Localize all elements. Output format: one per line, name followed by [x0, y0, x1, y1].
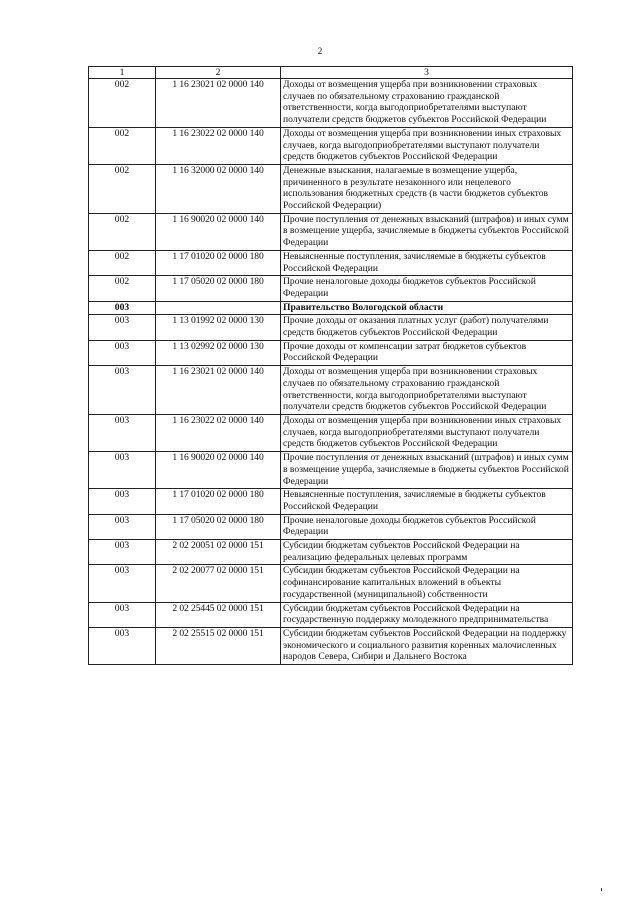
revenue-code-cell: 2 02 25515 02 0000 151 [156, 627, 281, 664]
admin-code-cell: 002 [89, 127, 156, 164]
revenue-code-cell: 1 17 05020 02 0000 180 [156, 276, 281, 301]
admin-code-cell: 002 [89, 213, 156, 250]
scan-mark [601, 888, 602, 891]
description-cell: Субсидии бюджетам субъектов Российской Федерации на софинансирование капитальных вложений в объекты государственной (муниципальной) собственности [281, 565, 573, 602]
table-header-row [89, 67, 573, 79]
admin-code-cell: 003 [89, 602, 156, 627]
revenue-code-cell: 1 16 23021 02 0000 140 [156, 366, 281, 415]
admin-code-cell: 003 [89, 627, 156, 664]
admin-code-cell: 002 [89, 164, 156, 213]
revenue-code-cell: 1 17 01020 02 0000 180 [156, 250, 281, 275]
table-row [89, 602, 573, 627]
revenue-code-cell: 1 17 05020 02 0000 180 [156, 514, 281, 539]
description-cell: Субсидии бюджетам субъектов Российской Федерации на поддержку экономического и социального развития коренных малочисленных народов Севера, Сибири и Дальнего Востока [281, 627, 573, 664]
table-row [89, 315, 573, 340]
section-header-row [89, 301, 573, 315]
revenue-code-cell: 1 16 23022 02 0000 140 [156, 414, 281, 451]
description-cell: Невыясненные поступления, зачисляемые в бюджеты субъектов Российской Федерации [281, 489, 573, 514]
description-cell: Прочие доходы от оказания платных услуг (работ) получателями средств бюджетов субъектов Российской Федерации [281, 315, 573, 340]
description-cell: Прочие неналоговые доходы бюджетов субъектов Российской Федерации [281, 514, 573, 539]
revenue-code-cell: 1 13 02992 02 0000 130 [156, 340, 281, 365]
admin-code-cell: 003 [89, 540, 156, 565]
admin-code-cell: 003 [89, 315, 156, 340]
revenue-code-cell: 2 02 20051 02 0000 151 [156, 540, 281, 565]
description-cell: Субсидии бюджетам субъектов Российской Федерации на реализацию федеральных целевых программ [281, 540, 573, 565]
table-row [89, 540, 573, 565]
description-cell: Прочие доходы от компенсации затрат бюджетов субъектов Российской Федерации [281, 340, 573, 365]
admin-code-cell: 003 [89, 452, 156, 489]
admin-code-cell: 002 [89, 79, 156, 128]
table-row [89, 127, 573, 164]
admin-code-cell: 003 [89, 414, 156, 451]
revenue-code-cell: 1 16 90020 02 0000 140 [156, 213, 281, 250]
table-row [89, 565, 573, 602]
revenue-code-cell: 1 16 23022 02 0000 140 [156, 127, 281, 164]
table-row [89, 276, 573, 301]
revenue-codes-table [88, 66, 573, 665]
column-header-1: 1 [89, 67, 156, 79]
table-row [89, 452, 573, 489]
table-body [89, 79, 573, 665]
column-header-2: 2 [156, 67, 281, 79]
table-row [89, 627, 573, 664]
description-cell: Невыясненные поступления, зачисляемые в бюджеты субъектов Российской Федерации [281, 250, 573, 275]
revenue-code-cell: 2 02 20077 02 0000 151 [156, 565, 281, 602]
table-row [89, 79, 573, 128]
table-row [89, 489, 573, 514]
page-number: 2 [317, 46, 323, 56]
revenue-code-cell [156, 301, 281, 315]
table-row [89, 164, 573, 213]
table-row [89, 414, 573, 451]
revenue-code-cell: 1 16 90020 02 0000 140 [156, 452, 281, 489]
admin-code-cell: 003 [89, 301, 156, 315]
admin-code-cell: 003 [89, 489, 156, 514]
admin-code-cell: 003 [89, 514, 156, 539]
description-cell: Прочие неналоговые доходы бюджетов субъектов Российской Федерации [281, 276, 573, 301]
description-cell: Прочие поступления от денежных взысканий (штрафов) и иных сумм в возмещение ущерба, зачисляемые в бюджеты субъектов Российской Федерации [281, 213, 573, 250]
description-cell: Доходы от возмещения ущерба при возникновении страховых случаев по обязательному страхованию гражданской ответственности, когда выгодоприобретателями выступают получатели средств бюджетов субъектов Российской Федерации [281, 79, 573, 128]
table-row [89, 366, 573, 415]
description-cell: Доходы от возмещения ущерба при возникновении страховых случаев по обязательному страхованию гражданской ответственности, когда выгодоприобретателями выступают получатели средств бюджетов субъектов Российской Федерации [281, 366, 573, 415]
table-row [89, 213, 573, 250]
admin-code-cell: 002 [89, 250, 156, 275]
table-row [89, 340, 573, 365]
description-cell: Прочие поступления от денежных взысканий (штрафов) и иных сумм в возмещение ущерба, зачисляемые в бюджеты субъектов Российской Федерации [281, 452, 573, 489]
description-cell: Доходы от возмещения ущерба при возникновении иных страховых случаев, когда выгодоприобретателями выступают получатели средств бюджетов субъектов Российской Федерации [281, 414, 573, 451]
admin-code-cell: 003 [89, 565, 156, 602]
revenue-code-cell: 1 16 23021 02 0000 140 [156, 79, 281, 128]
revenue-code-cell: 1 17 01020 02 0000 180 [156, 489, 281, 514]
administrator-name-cell: Правительство Вологодской области [281, 301, 573, 315]
revenue-code-cell: 1 13 01992 02 0000 130 [156, 315, 281, 340]
admin-code-cell: 003 [89, 366, 156, 415]
revenue-code-cell: 1 16 32000 02 0000 140 [156, 164, 281, 213]
table-row [89, 514, 573, 539]
revenue-code-cell: 2 02 25445 02 0000 151 [156, 602, 281, 627]
admin-code-cell: 002 [89, 276, 156, 301]
column-header-3: 3 [281, 67, 573, 79]
description-cell: Денежные взыскания, налагаемые в возмещение ущерба, причиненного в результате незаконного или нецелевого использования бюджетных средств (в части бюджетов субъектов Российской Федерации) [281, 164, 573, 213]
description-cell: Субсидии бюджетам субъектов Российской Федерации на государственную поддержку молодежного предпринимательства [281, 602, 573, 627]
admin-code-cell: 003 [89, 340, 156, 365]
table-row [89, 250, 573, 275]
description-cell: Доходы от возмещения ущерба при возникновении иных страховых случаев, когда выгодоприобретателями выступают получатели средств бюджетов субъектов Российской Федерации [281, 127, 573, 164]
